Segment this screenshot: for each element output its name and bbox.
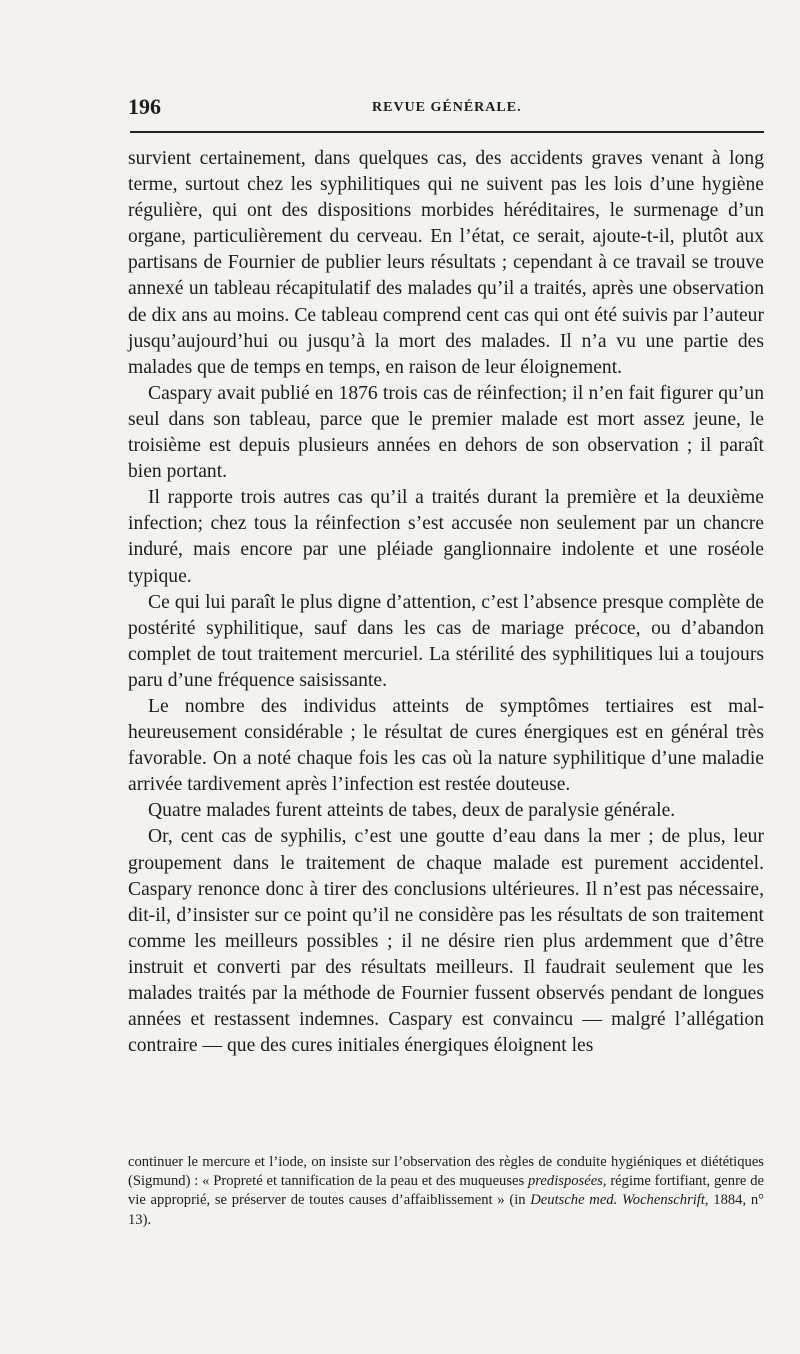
- footnote-italic: predisposées: [528, 1173, 603, 1190]
- paragraph: Il rapporte trois autres cas qu’il a traités durant la première et la deuxième infection; chez tous la réinfection s’est accusée non seulement par un chancre induré, mais encore par une pléiade ganglionnaire indolente et une roséole typique.: [128, 487, 764, 587]
- paragraph: survient certainement, dans quelques cas, des accidents graves venant à long terme, surtout chez les syphilitiques qui ne suivent pas les lois d’une hygiène régulière, qui ont des dispositions morbides héréditaires, le surmenage d’un organe, particulièrement du cerveau. En l’état, ce serait, ajoute-t-il, plutôt aux partisans de Fournier de publier leurs résultats ; cependant à ce travail se trouve annexé un tableau récapitulatif des malades qu’il a traités, après une observation de dix ans au moins. Ce tableau comprend cent cas qui ont été suivis par l’auteur jusqu’aujourd’hui ou jusqu’à la mort des malades. Il n’a vu une partie des malades que de temps en temps, en raison de leur éloignement.: [128, 148, 764, 378]
- footnote: [128, 1153, 764, 1230]
- footnote-text: [128, 1153, 764, 1230]
- footnote-part: , 1884, n° 13).: [128, 1192, 764, 1228]
- running-head: REVUE GÉNÉRALE.: [372, 100, 522, 115]
- footnote-part: , régime fortifiant, genre de vie approprié, se préserver de toutes causes d’affaiblissement » (in: [128, 1173, 764, 1209]
- body-text: [128, 146, 764, 1059]
- footnote-italic: Deutsche med. Wochenschrift: [530, 1192, 705, 1209]
- page-number: 196: [128, 94, 161, 119]
- page-header: [128, 94, 764, 120]
- paragraph: Quatre malades furent atteints de tabes, deux de paralysie générale.: [148, 800, 676, 822]
- header-rule: [130, 131, 764, 133]
- paragraph: Or, cent cas de syphilis, c’est une goutte d’eau dans la mer ; de plus, leur groupement dans le traitement de chaque malade est purement accidentel. Caspary renonce donc à tirer des conclusions ultérieures. Il n’est pas nécessaire, dit-il, d’insister sur ce point qu’il ne considère pas les résultats de son traitement comme les meilleurs possibles ; il ne désire rien plus ardemment que d’être instruit et converti par des résultats meilleurs. Il faudrait seulement que les malades traités par la méthode de Fournier fussent observés pendant de longues années et restassent indemnes. Caspary est convaincu — malgré l’allégation contraire — que des cures initiales énergiques éloignent les: [128, 826, 764, 1057]
- paragraph: Caspary avait publié en 1876 trois cas de réinfection; il n’en fait figurer qu’un seul dans son tableau, parce que le premier malade est mort assez jeune, le troisième est depuis plusieurs années en dehors de son observation ; il paraît bien portant.: [128, 382, 764, 483]
- paragraph: Le nombre des individus atteints de symptômes tertiaires est malheureusement considérable ; le résultat de cures énergiques est en général très favorable. On a noté chaque fois les cas où la nature syphilitique d’une maladie arrivée tardivement après l’infection est restée douteuse.: [128, 695, 764, 796]
- paragraph: Ce qui lui paraît le plus digne d’attention, c’est l’absence presque complète de postérité syphilitique, sauf dans les cas de mariage précoce, ou d’abandon complet de tout traitement mercuriel. La stérilité des syphilitiques lui a toujours paru d’une fréquence saisissante.: [128, 591, 764, 691]
- footnote-part: continuer le mercure et l’iode, on insiste sur l’observation des règles de conduite hygiéniques et diététiques (Sigmund) : « Propreté et tannification de la peau et des muqueuses: [128, 1154, 764, 1190]
